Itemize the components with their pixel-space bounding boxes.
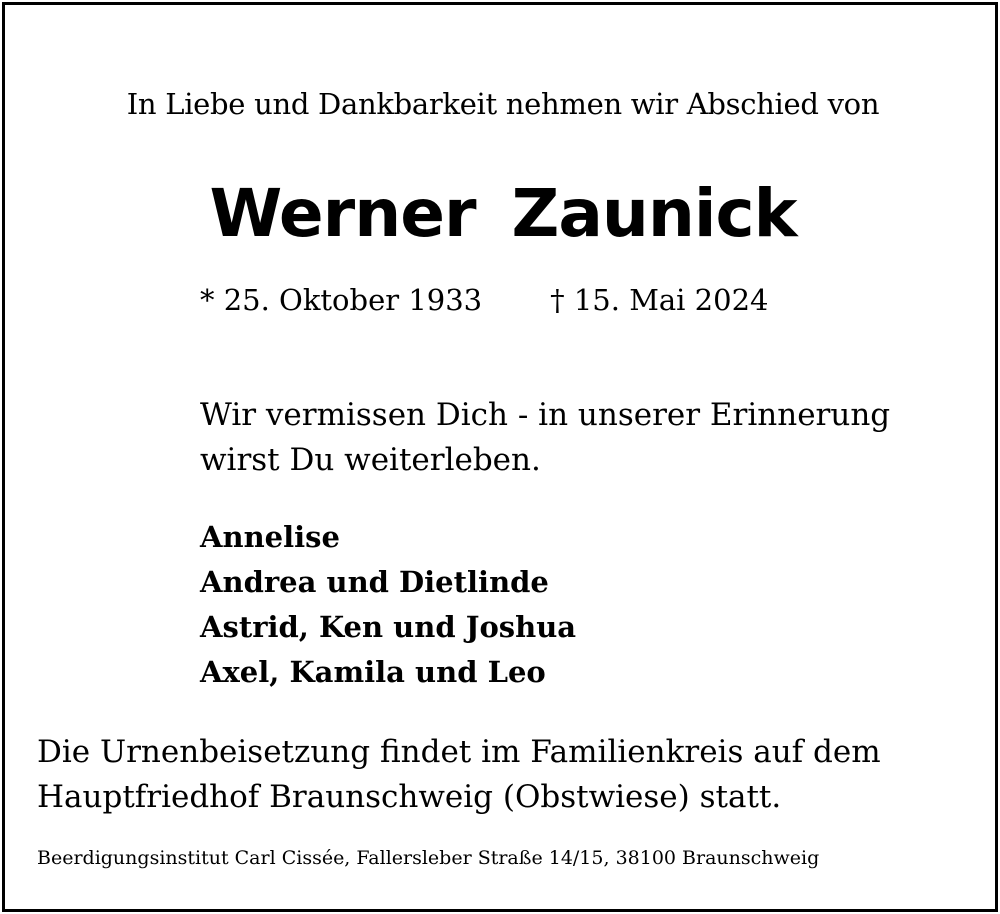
burial-notice (37, 730, 881, 820)
funeral-home-info: Beerdigungsinstitut Carl Cissée, Fallersleber Straße 14/15, 38100 Braunschweig (37, 847, 820, 869)
death-date: † 15. Mai 2024 (550, 283, 769, 317)
life-dates (200, 283, 768, 317)
mourner-name: Axel, Kamila und Leo (200, 655, 546, 689)
quote-line: wirst Du weiterleben. (200, 442, 541, 478)
birth-date: * 25. Oktober 1933 (200, 283, 483, 317)
memorial-quote (200, 393, 890, 483)
intro-text: In Liebe und Dankbarkeit nehmen wir Abschied von (126, 87, 880, 121)
mourner-name: Astrid, Ken und Joshua (200, 610, 577, 644)
mourner-name: Annelise (200, 520, 340, 554)
deceased-name: Werner Zaunick (209, 175, 797, 252)
mourner-name: Andrea und Dietlinde (200, 565, 549, 599)
burial-line: Hauptfriedhof Braunschweig (Obstwiese) statt. (37, 779, 782, 815)
burial-line: Die Urnenbeisetzung findet im Familienkreis auf dem (37, 734, 881, 770)
quote-line: Wir vermissen Dich - in unserer Erinnerung (200, 397, 891, 433)
mourners-list (200, 515, 576, 695)
obituary-frame (2, 2, 998, 912)
